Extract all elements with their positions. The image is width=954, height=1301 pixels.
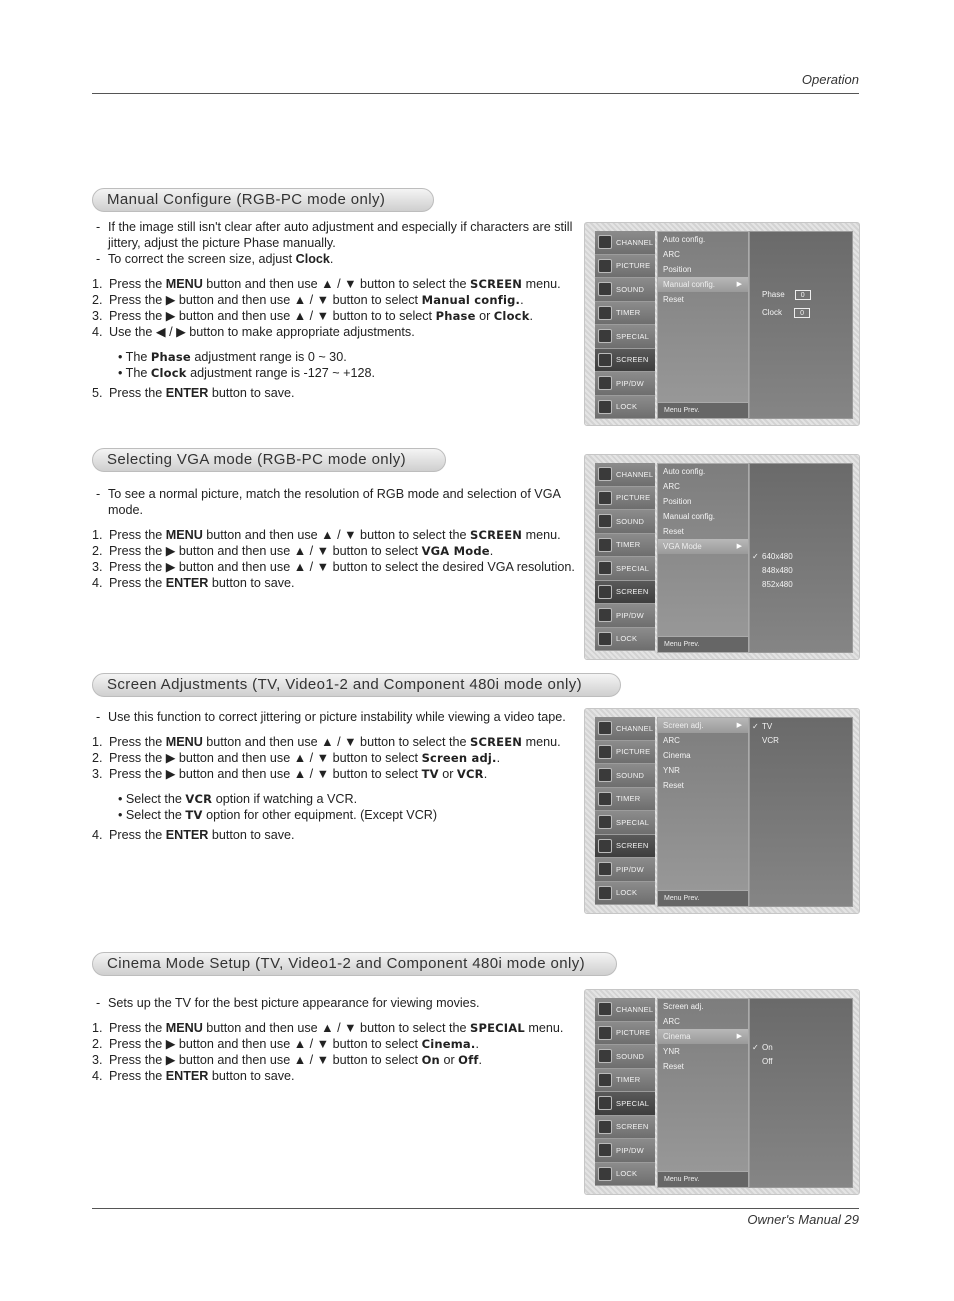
osd-category-list: [595, 998, 655, 1186]
picture-icon: [598, 259, 612, 273]
osd-category: SOUND: [595, 278, 655, 302]
timer-icon: [598, 792, 612, 806]
note: - Use this function to correct jittering or picture instability while viewing a video tape.: [92, 709, 580, 725]
osd-category: PIP/DW: [595, 858, 655, 882]
section-title-manual-configure: Manual Configure (RGB-PC mode only): [92, 188, 434, 212]
osd-screenshot-vga-mode: [584, 454, 860, 660]
special-icon: [598, 1096, 612, 1110]
header-rule: [92, 93, 859, 94]
osd-category: PICTURE: [595, 1022, 655, 1046]
osd-category: LOCK: [595, 396, 655, 420]
bullet: • Select the VCR option if watching a VCR.: [118, 792, 358, 806]
section-body-cinema-mode: [92, 995, 580, 1084]
osd-category: SCREEN: [595, 1116, 655, 1140]
step-4: 4. Press the ENTER button to save.: [92, 576, 295, 590]
note: - To see a normal picture, match the resolution of RGB mode and selection of VGA mode.: [92, 486, 582, 518]
osd-submenu: ✓ TV VCR: [749, 717, 853, 907]
picture-icon: [598, 1026, 612, 1040]
step-3: 3. Press the ▶ button and then use ▲ / ▼ button to select TV or VCR.: [92, 767, 488, 781]
pip-icon: [598, 862, 612, 876]
osd-category: SPECIAL: [595, 557, 655, 581]
osd-category-list: [595, 717, 655, 905]
step-5: 5. Press the ENTER button to save.: [92, 386, 295, 400]
osd-submenu: ✓ On Off: [749, 998, 853, 1188]
osd-category: PIP/DW: [595, 1139, 655, 1163]
osd-category: TIMER: [595, 788, 655, 812]
timer-icon: [598, 538, 612, 552]
osd-category: LOCK: [595, 628, 655, 652]
lock-icon: [598, 632, 612, 646]
osd-category: SOUND: [595, 510, 655, 534]
step-2: 2. Press the ▶ button and then use ▲ / ▼ button to select Screen adj..: [92, 751, 501, 765]
screen-icon: [598, 585, 612, 599]
pip-icon: [598, 376, 612, 390]
osd-menu: Screen adj. ▶ ARC Cinema YNR Reset Menu Prev.: [657, 717, 749, 907]
osd-category: SCREEN: [595, 835, 655, 859]
sound-icon: [598, 514, 612, 528]
step-2: 2. Press the ▶ button and then use ▲ / ▼ button to select Manual config..: [92, 293, 524, 307]
timer-icon: [598, 306, 612, 320]
bullet: • Select the TV option for other equipment. (Except VCR): [118, 808, 438, 822]
bullet: • The Clock adjustment range is -127 ~ +128.: [118, 366, 375, 380]
channel-icon: [598, 235, 612, 249]
step-1: 1. Press the MENU button and then use ▲ / ▼ button to select the SCREEN menu.: [92, 735, 561, 749]
section-body-screen-adjustments: [92, 709, 580, 843]
screen-icon: [598, 353, 612, 367]
osd-category: PICTURE: [595, 741, 655, 765]
step-2: 2. Press the ▶ button and then use ▲ / ▼ button to select VGA Mode.: [92, 544, 494, 558]
special-icon: [598, 561, 612, 575]
osd-submenu: Phase 0 Clock 0: [749, 231, 853, 419]
osd-menu: Screen adj. ARC Cinema ▶ YNR Reset Menu Prev.: [657, 998, 749, 1188]
header-section-label: Operation: [801, 72, 859, 87]
picture-icon: [598, 745, 612, 759]
osd-screenshot-screen-adj: [584, 708, 860, 914]
osd-category: PIP/DW: [595, 604, 655, 628]
osd-category: SCREEN: [595, 581, 655, 605]
step-1: 1. Press the MENU button and then use ▲ / ▼ button to select the SCREEN menu.: [92, 528, 561, 542]
lock-icon: [598, 1167, 612, 1181]
osd-menu: Auto config. ARC Position Manual config. ▶ Reset Menu Prev.: [657, 231, 749, 419]
note: - If the image still isn't clear after auto adjustment and especially if characters are still jittery, adjust the picture Phase manually.: [92, 219, 580, 251]
screen-icon: [598, 1120, 612, 1134]
osd-category: LOCK: [595, 882, 655, 906]
picture-icon: [598, 491, 612, 505]
osd-category: CHANNEL: [595, 998, 655, 1022]
osd-category: TIMER: [595, 534, 655, 558]
section-title-vga-mode: Selecting VGA mode (RGB-PC mode only): [92, 448, 446, 472]
section-title-screen-adjustments: Screen Adjustments (TV, Video1-2 and Component 480i mode only): [92, 673, 621, 697]
step-3: 3. Press the ▶ button and then use ▲ / ▼ button to select the desired VGA resolution.: [92, 560, 575, 574]
section-body-vga-mode: [92, 486, 582, 591]
step-4: 4. Use the ◀ / ▶ button to make appropriate adjustments.: [92, 325, 415, 339]
step-1: 1. Press the MENU button and then use ▲ / ▼ button to select the SCREEN menu.: [92, 277, 561, 291]
osd-category: CHANNEL: [595, 717, 655, 741]
osd-category: PICTURE: [595, 255, 655, 279]
step-3: 3. Press the ▶ button and then use ▲ / ▼ button to to select Phase or Clock.: [92, 309, 534, 323]
screen-icon: [598, 839, 612, 853]
osd-category: SOUND: [595, 1045, 655, 1069]
pip-icon: [598, 1143, 612, 1157]
footer-rule: [92, 1208, 859, 1209]
lock-icon: [598, 400, 612, 414]
step-4: 4. Press the ENTER button to save.: [92, 828, 295, 842]
sound-icon: [598, 282, 612, 296]
pip-icon: [598, 608, 612, 622]
osd-category: SPECIAL: [595, 1092, 655, 1116]
osd-category: LOCK: [595, 1163, 655, 1187]
osd-screenshot-manual-config: [584, 222, 860, 426]
step-1: 1. Press the MENU button and then use ▲ / ▼ button to select the SPECIAL menu.: [92, 1021, 564, 1035]
note: - To correct the screen size, adjust Clock.: [92, 251, 580, 267]
osd-category: PIP/DW: [595, 372, 655, 396]
osd-category-list: [595, 231, 655, 419]
lock-icon: [598, 886, 612, 900]
osd-category: TIMER: [595, 302, 655, 326]
osd-category: CHANNEL: [595, 231, 655, 255]
osd-submenu: ✓ 640x480 848x480 852x480: [749, 463, 853, 653]
osd-category-list: [595, 463, 655, 651]
bullet: • The Phase adjustment range is 0 ~ 30.: [118, 350, 347, 364]
osd-category: SPECIAL: [595, 325, 655, 349]
channel-icon: [598, 1002, 612, 1016]
step-2: 2. Press the ▶ button and then use ▲ / ▼ button to select Cinema..: [92, 1037, 479, 1051]
note: - Sets up the TV for the best picture appearance for viewing movies.: [92, 995, 580, 1011]
step-4: 4. Press the ENTER button to save.: [92, 1069, 295, 1083]
osd-category: CHANNEL: [595, 463, 655, 487]
osd-category: SOUND: [595, 764, 655, 788]
osd-category: TIMER: [595, 1069, 655, 1093]
step-3: 3. Press the ▶ button and then use ▲ / ▼ button to select On or Off.: [92, 1053, 483, 1067]
timer-icon: [598, 1073, 612, 1087]
sound-icon: [598, 768, 612, 782]
special-icon: [598, 329, 612, 343]
osd-screenshot-cinema: [584, 989, 860, 1195]
footer-page-label: Owner's Manual 29: [747, 1212, 859, 1227]
special-icon: [598, 815, 612, 829]
channel-icon: [598, 467, 612, 481]
sound-icon: [598, 1049, 612, 1063]
section-body-manual-configure: [92, 219, 580, 401]
osd-category: SPECIAL: [595, 811, 655, 835]
osd-menu: Auto config. ARC Position Manual config. Reset VGA Mode ▶ Menu Prev.: [657, 463, 749, 653]
osd-category: PICTURE: [595, 487, 655, 511]
channel-icon: [598, 721, 612, 735]
section-title-cinema-mode: Cinema Mode Setup (TV, Video1-2 and Component 480i mode only): [92, 952, 617, 976]
osd-category: SCREEN: [595, 349, 655, 373]
